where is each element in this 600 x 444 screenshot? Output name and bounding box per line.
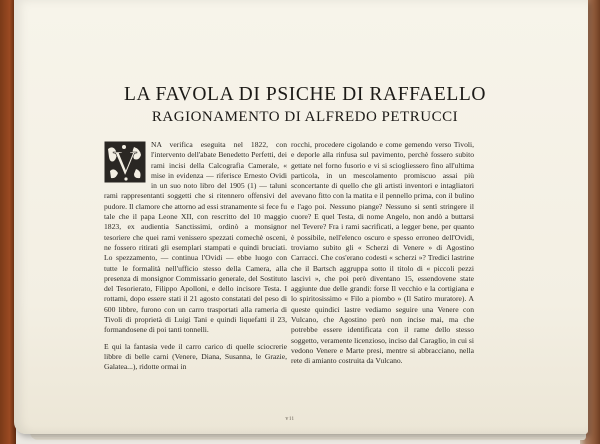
- paragraph: [104, 342, 287, 373]
- paragraph-text: rocchi, procedere cigolando e come gemendo verso Tivoli, e deporle alla rinfusa sul pavimento, perchè fossero subito gettate nel forno fusorio e vi si sciogliessero fino all'ultima particola, in un mescolamento promiscuo assai più sconcertante di quello che gli artisti inventori e intagliatori avevano fitto con la matita e il pennello prima, con il bulino e l'ago poi. Nessuno piange? Nessuno si sentì stringere il cuore? E quel Testa, di nome Angelo, non andò a buttarsi nel Tevere? Fra i rami sacrificati, a legger bene, per quanto è possibile, nell'elenco oscuro e spesso erroneo dell'Ovidi, troviamo subito gli « Scherzi di Venere » di Agostino Carracci. Che cos'erano codesti « scherzi »? Tredici lastrine che il Bartsch aggruppa sotto il titolo di « piccoli pezzi lascivi », che poi però diventano 15, essendovene state aggiunte due delle grandi: forse Il vecchio e la cortigiana e lo spiritosissimo « Filo a piombo » (Il Satiro muratore). A queste quindici lastre vediamo seguire una Venere con Vulcano, che Agostino però non incise mai, ma che potrebbe essere identificata con il rame dello stesso soggetto, veramente licenzioso, inciso dal Caraglio, in cui si vedono Venere e Marte presi, mentre si abbracciano, nella rete di amianto costruita da Vulcano.: [291, 140, 474, 366]
- text-column-right: [291, 140, 474, 367]
- paragraph: [291, 140, 474, 367]
- decorated-initial-v: [104, 141, 146, 183]
- paragraph-text: E qui la fantasia vede il carro carico di quelle sciocrerie libbre di belle carni (Venere, Diana, Susanna, le Grazie, Galatea...), ridotte ormai in: [104, 341, 287, 372]
- page-subtitle: RAGIONAMENTO DI ALFREDO PETRUCCI: [151, 109, 459, 125]
- initial-letter: V: [112, 145, 138, 182]
- page-number: vii: [285, 416, 295, 422]
- paragraph-text: NA verifica eseguita nel 1822, con l'intervento dell'abate Benedetto Perfetti, dei rami incisi della Calcografia Camerale, « mise in evidenza — riferisce Ernesto Ovidi in un suo noto libro del 1905 (1) — taluni rami rappresentanti soggetti che si ritennero offensivi del pudore. Il clamore che attorno ad essi stranamente si fece fu tale che il papa Leone XII, con rescritto del 10 maggio 1823, ex audientia Sanctissimi, ordinò a monsignor tesoriere che quei rami venissero spezzati comechè osceni, ne fossero ritirati gli esemplari stampati e quindi bruciati. Lo spezzamento, — continua l'Ovidi — ebbe luogo con tutte le formalità nell'ufficio stesso della Camera, alla presenza di monsignor Commissario generale, del Sostituto del Tesorierato, Filippo Apolloni, e dello incisore Testa. I rottami, dopo essere stati il 21 agosto constatati del peso di 600 libbre, furono con un carro trasportati alla rameria di Tivoli di proprietà di Luigi Tani e quindi liquefatti il 23, formandosene di poi tanti tonnelli.: [104, 140, 287, 335]
- text-column-left: [104, 140, 287, 373]
- page-title: LA FAVOLA DI PSICHE DI RAFFAELLO: [123, 84, 487, 105]
- paragraph: [104, 140, 287, 336]
